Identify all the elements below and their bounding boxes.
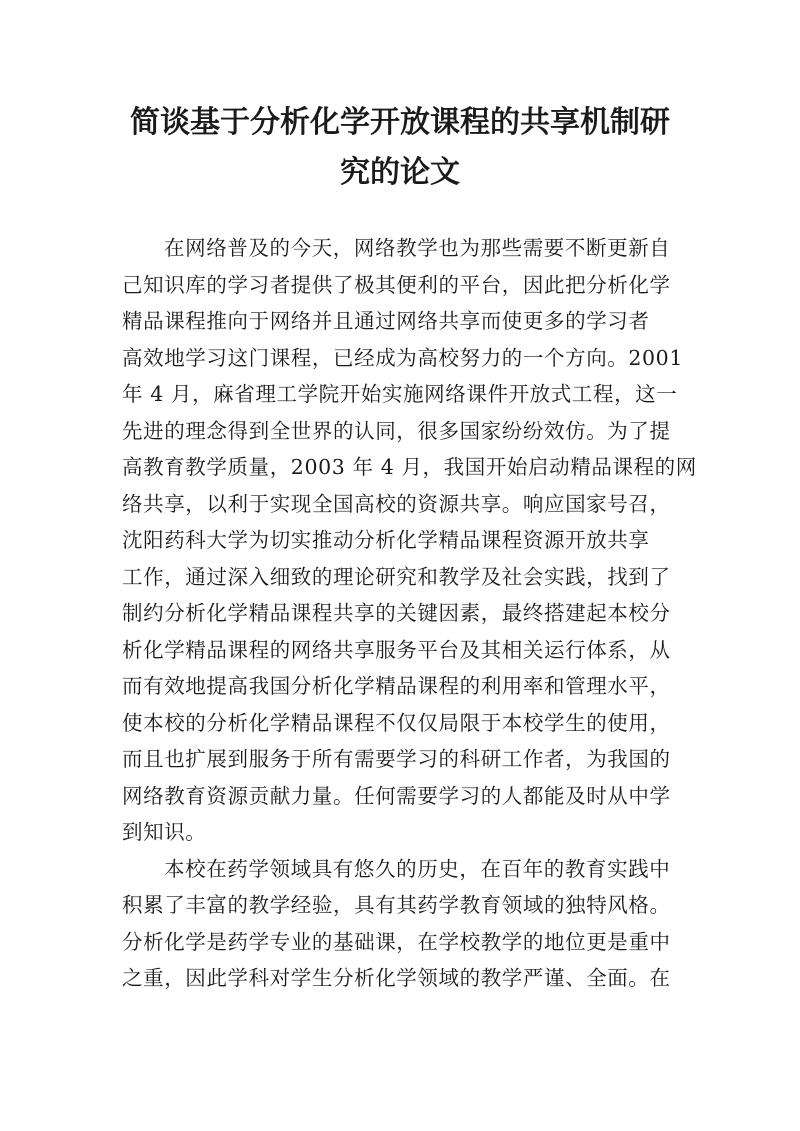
- text-line: 之重，因此学科对学生分析化学领域的教学严谨、全面。在: [122, 966, 671, 990]
- text-line: 积累了丰富的教学经验，具有其药学教育领域的独特风格。: [122, 893, 671, 917]
- text-line: 高效地学习这门课程，已经成为高校努力的一个方向。2001: [122, 345, 683, 370]
- text-line: 精品课程推向于网络并且通过网络共享而使更多的学习者: [122, 309, 650, 333]
- text-line: 到知识。: [122, 820, 207, 844]
- text-line: 高教育教学质量，2003 年 4 月，我国开始启动精品课程的网: [122, 455, 697, 479]
- paragraph-1: [122, 230, 697, 851]
- text-line: 而且也扩展到服务于所有需要学习的科研工作者，为我国的: [122, 747, 671, 771]
- text-line: 先进的理念得到全世界的认同，很多国家纷纷效仿。为了提: [122, 418, 671, 443]
- text-line: 分析化学是药学专业的基础课，在学校教学的地位更是重中: [122, 929, 671, 954]
- text-line: 网络教育资源贡献力量。任何需要学习的人都能及时从中学: [122, 783, 671, 808]
- text-line: 使本校的分析化学精品课程不仅仅局限于本校学生的使用，: [122, 710, 671, 735]
- text-line: 年 4 月，麻省理工学院开始实施网络课件开放式工程，这一: [122, 382, 678, 406]
- text-line: 络共享，以利于实现全国高校的资源共享。响应国家号召，: [122, 491, 671, 516]
- title-line-2: 究的论文: [340, 155, 460, 190]
- text-line: 析化学精品课程的网络共享服务平台及其相关运行体系，从: [122, 637, 671, 662]
- text-line: 而有效地提高我国分析化学精品课程的利用率和管理水平，: [122, 674, 671, 698]
- text-line: 沈阳药科大学为切实推动分析化学精品课程资源开放共享: [122, 528, 650, 552]
- paragraph-2: [122, 851, 688, 997]
- text-line: 本校在药学领域具有悠久的历史，在百年的教育实践中: [164, 856, 671, 881]
- document-title: [100, 98, 700, 198]
- document-body: [122, 230, 697, 997]
- text-line: 制约分析化学精品课程共享的关键因素，最终搭建起本校分: [122, 601, 671, 625]
- text-line: 在网络普及的今天，网络教学也为那些需要不断更新自: [164, 236, 671, 260]
- text-line: 己知识库的学习者提供了极其便利的平台，因此把分析化学: [122, 272, 671, 297]
- text-line: 工作，通过深入细致的理论研究和教学及社会实践，找到了: [122, 564, 671, 589]
- title-line-1: 简谈基于分析化学开放课程的共享机制研: [130, 105, 670, 140]
